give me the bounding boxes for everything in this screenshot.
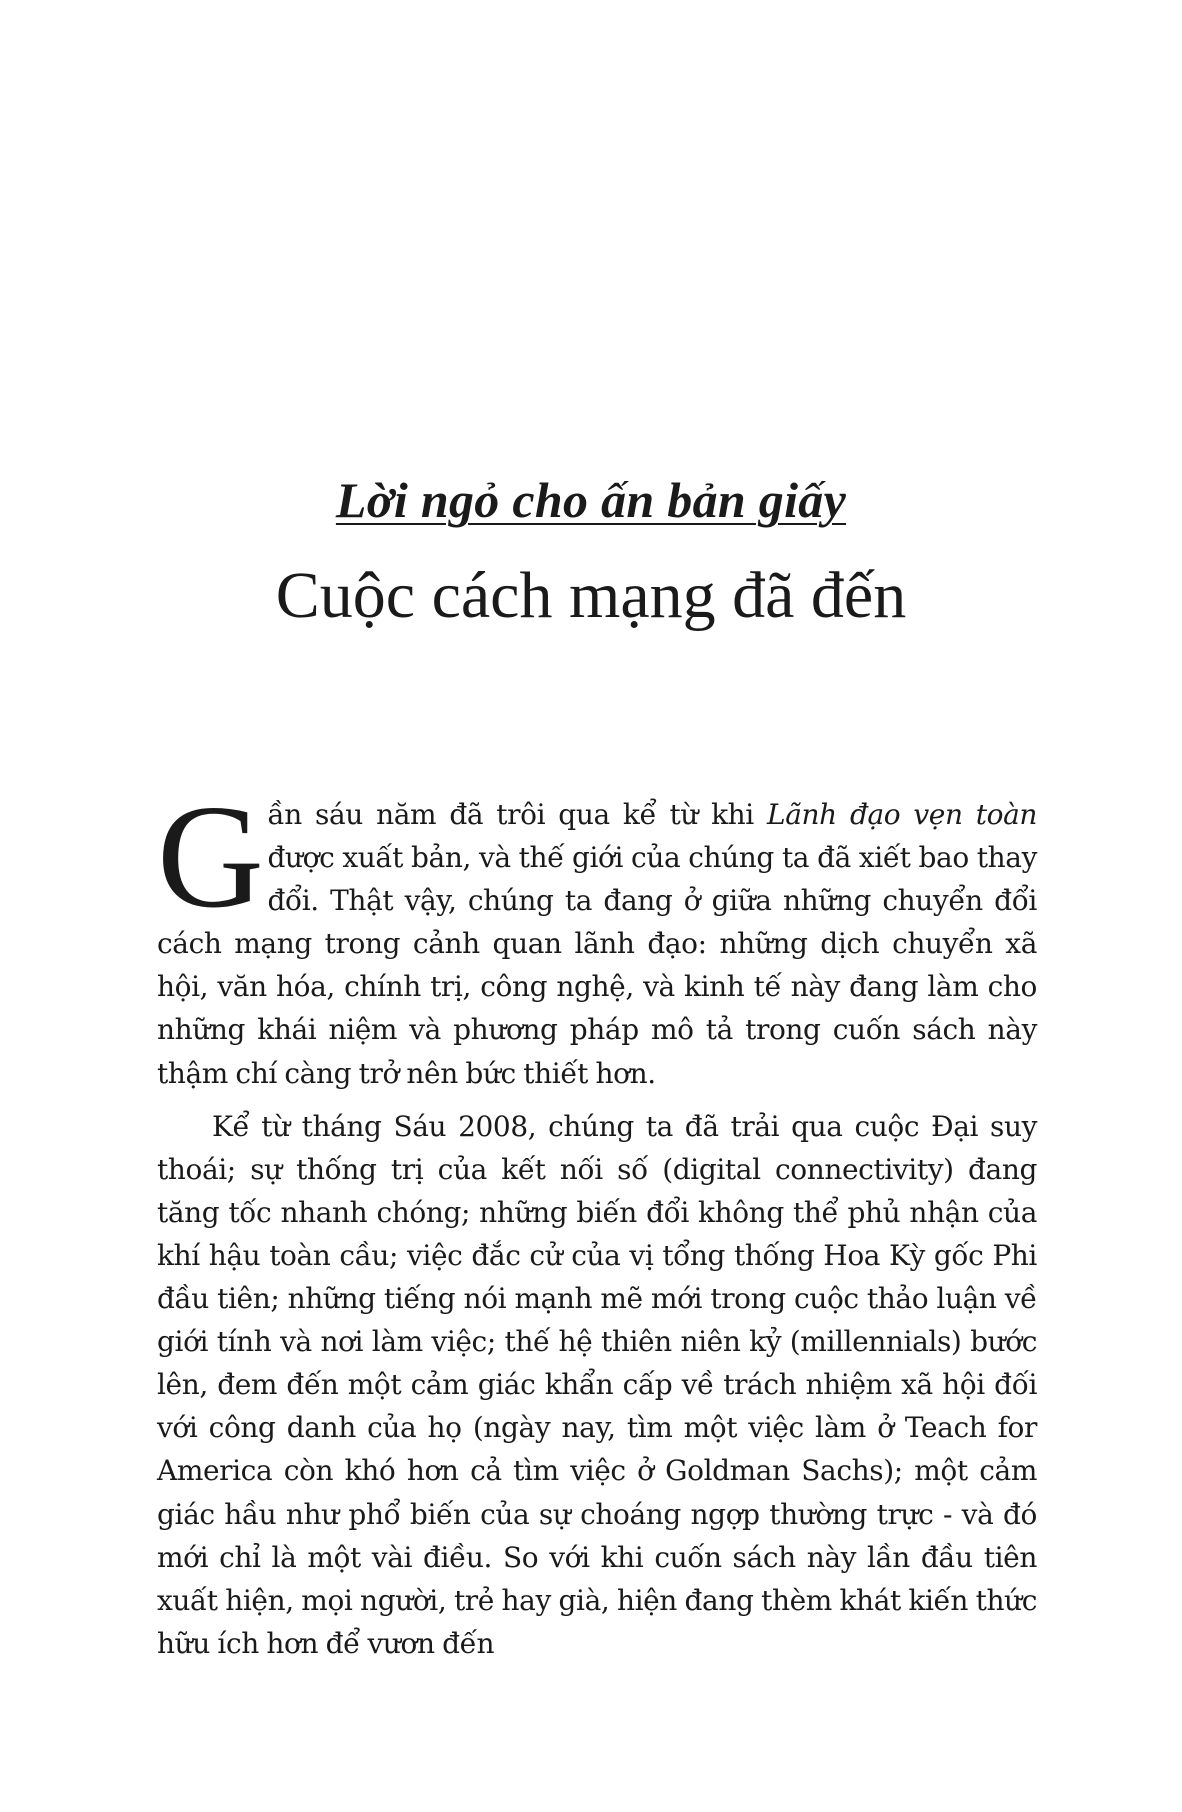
body-text bbox=[157, 775, 1037, 1665]
chapter-subtitle: Lời ngỏ cho ấn bản giấy bbox=[335, 472, 847, 528]
paragraph-1-text-b: được xuất bản, và thế giới của chúng ta đã xiết bao thay đổi. Thật vậy, chúng ta đang ở giữa những chuyển đổi cách mạng trong cảnh quan lãnh đạo: những dịch chuyển xã hội, văn hóa, chính trị, công nghệ, và kinh tế này đang làm cho những khái niệm và phương pháp mô tả trong cuốn sách này thậm chí càng trở nên bức thiết hơn. bbox=[157, 841, 1037, 1090]
paragraph-1 bbox=[157, 775, 1037, 1095]
chapter-heading bbox=[0, 470, 1182, 636]
paragraph-1-text-a: ần sáu năm đã trôi qua kể từ khi bbox=[267, 798, 768, 831]
book-title-reference: Lãnh đạo vẹn toàn bbox=[767, 798, 1037, 831]
drop-cap: G bbox=[157, 775, 264, 939]
paragraph-2: Kể từ tháng Sáu 2008, chúng ta đã trải qua cuộc Đại suy thoái; sự thống trị của kết nối số (digital connectivity) đang tăng tốc nhanh chóng; những biến đổi không thể phủ nhận của khí hậu toàn cầu; việc đắc cử của vị tổng thống Hoa Kỳ gốc Phi đầu tiên; những tiếng nói mạnh mẽ mới trong cuộc thảo luận về giới tính và nơi làm việc; thế hệ thiên niên kỷ (millennials) bước lên, đem đến một cảm giác khẩn cấp về trách nhiệm xã hội đối với công danh của họ (ngày nay, tìm một việc làm ở Teach for America còn khó hơn cả tìm việc ở Goldman Sachs); một cảm giác hầu như phổ biến của sự choáng ngợp thường trực - và đó mới chỉ là một vài điều. So với khi cuốn sách này lần đầu tiên xuất hiện, mọi người, trẻ hay già, hiện đang thèm khát kiến thức hữu ích hơn để vươn đến bbox=[157, 1109, 1037, 1660]
chapter-title: Cuộc cách mạng đã đến bbox=[275, 559, 907, 632]
